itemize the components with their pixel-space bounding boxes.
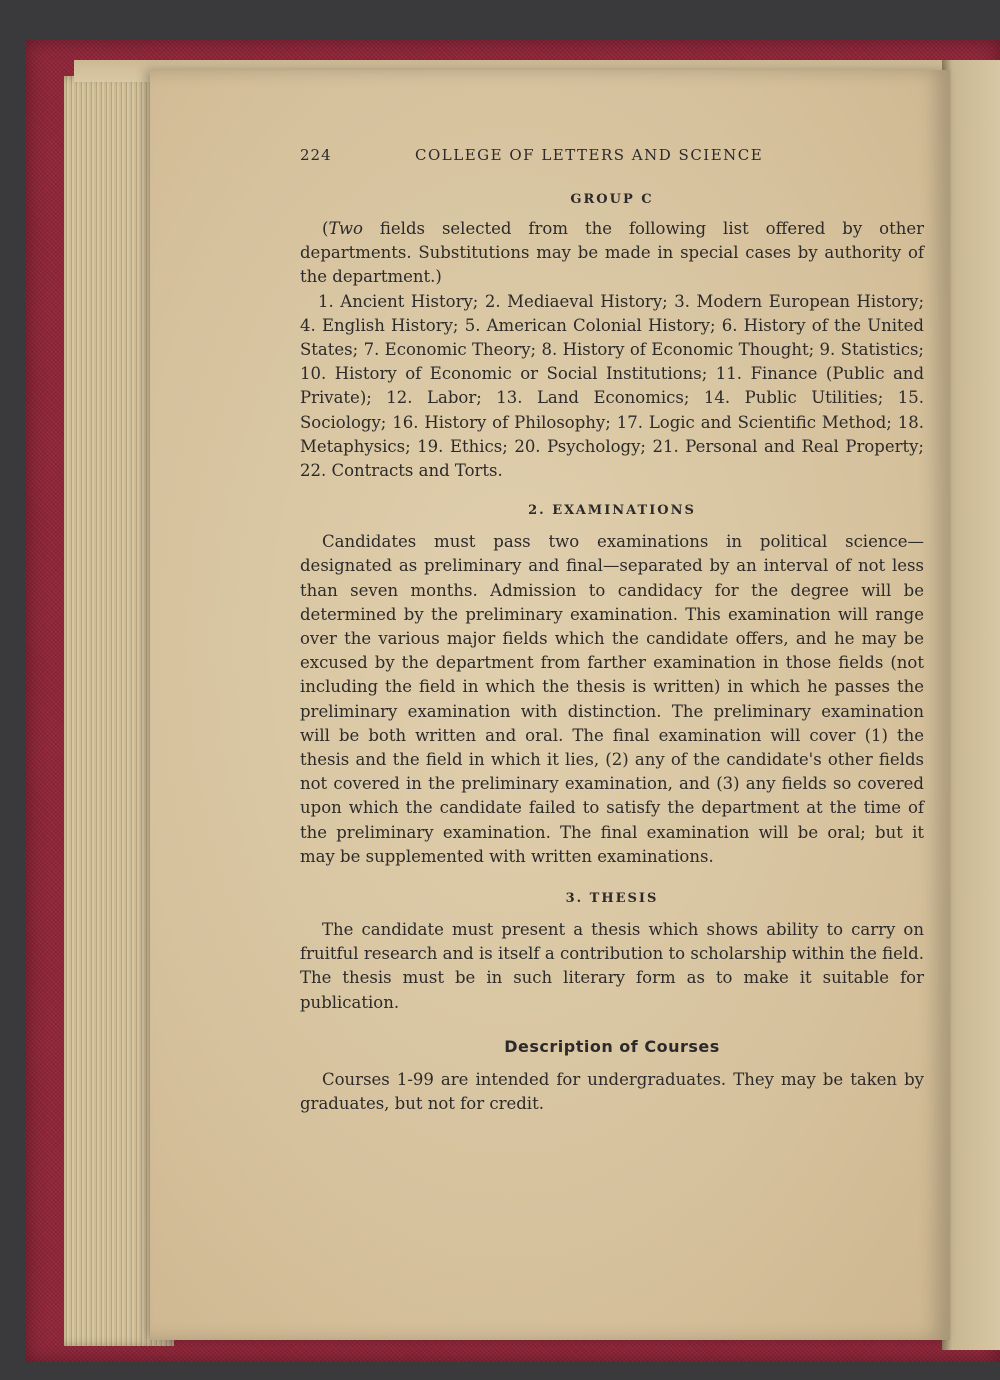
thesis-paragraph: The candidate must present a thesis which shows ability to carry on fruitful research and is itself a contribution to scholarship within the field. The thesis must be in such literary form as to make it suitable for publication. — [300, 920, 924, 1012]
examinations-heading: 2. EXAMINATIONS — [528, 503, 696, 519]
group-c-intro: (Two fields selected from the following list offered by other departments. Substitutions may be made in special cases by authority of the department.) — [300, 219, 924, 287]
group-c-heading: GROUP C — [570, 192, 654, 207]
examinations-paragraph: Candidates must pass two examinations in political science—designated as preliminary and final—separated by an interval of not less than seven months. Admission to candidacy for the degree will be determined by the preliminary examination. This examination will range over the various major fields which the candidate offers, and he may be excused by the department from farther examination in those fields (not including the field in which the thesis is written) in which he passes the preliminary examination with distinction. The preliminary examination will be both written and oral. The final examination will cover (1) the thesis and the field in which it lies, (2) any of the candidate's other fields not covered in the preliminary examination, and (3) any fields so covered upon which the candidate failed to satisfy the department at the time of the preliminary examination. The final examination will be oral; but it may be supplemented with written examinations. — [300, 532, 924, 866]
adjacent-page-strip — [942, 60, 1000, 1350]
courses-heading: Description of Courses — [504, 1036, 720, 1056]
running-head — [300, 146, 924, 170]
intro-italic: Two — [328, 219, 363, 238]
page-content — [300, 146, 924, 1116]
page-number: 224 — [300, 146, 332, 164]
thesis-heading: 3. THESIS — [565, 891, 659, 907]
group-c-field-list: 1. Ancient History; 2. Mediaeval History; 3. Modern European History; 4. English History; 5. American Colonial History; 6. History of the United States; 7. Economic Theory; 8. History of Economic Thought; 9. Statistics; 10. History of Economic or Social Institutions; 11. Finance (Public and Private); 12. Labor; 13. Land Economics; 14. Public Utilities; 15. Sociology; 16. History of Philosophy; 17. Logic and Scientific Method; 18. Metaphysics; 19. Ethics; 20. Psychology; 21. Personal and Real Property; 22. Contracts and Torts. — [300, 291, 924, 481]
running-title: COLLEGE OF LETTERS AND SCIENCE — [415, 146, 764, 164]
courses-paragraph: Courses 1-99 are intended for undergraduates. They may be taken by graduates, but not for credit. — [300, 1069, 924, 1114]
